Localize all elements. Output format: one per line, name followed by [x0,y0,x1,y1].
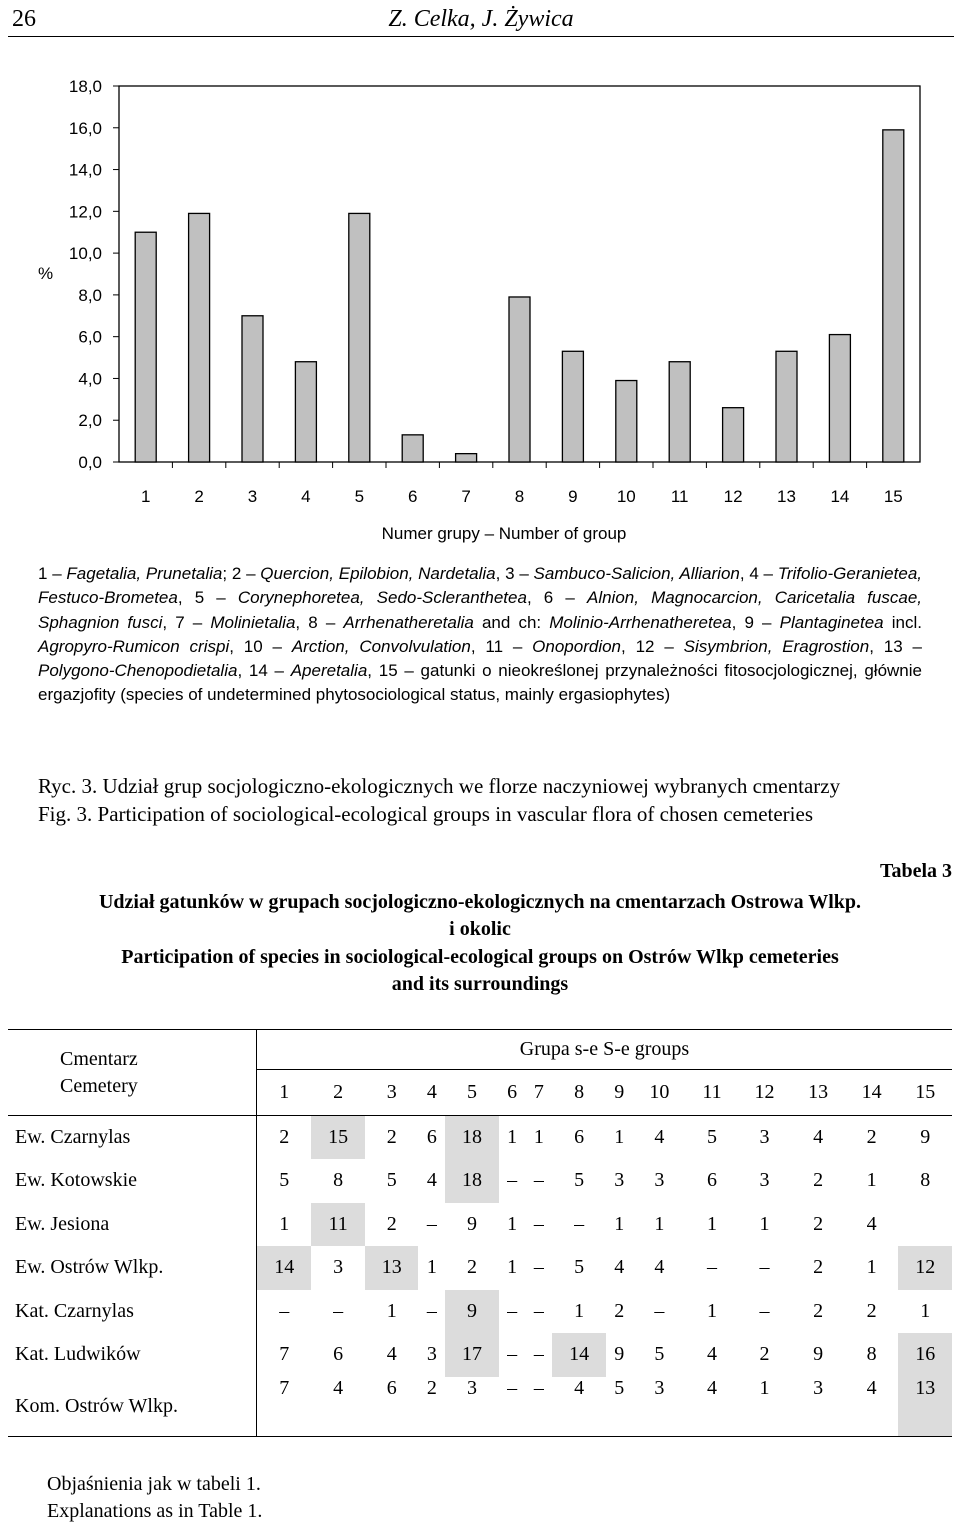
x-tick-label: 7 [461,487,471,506]
table-cell: – [533,1212,544,1235]
bar-13 [776,351,797,462]
table-row [8,1116,952,1160]
row-label: Ew. Jesiona [8,1203,257,1247]
legend-segment: Onopordion [532,636,622,656]
row-label: Ew. Ostrów Wlkp. [8,1246,257,1290]
table-cell [898,1203,952,1247]
table-cell: 4 [866,1376,877,1399]
bar-9 [562,351,583,462]
table-title-en: Participation of species in sociological-ecological groups on Ostrów Wlkp cemeteries [121,946,839,968]
table-cell: – [279,1299,290,1322]
table-cell: 1 [426,1256,437,1279]
legend-segment: , 12 – [621,636,684,656]
legend-segment: Agropyro-Rumicon crispi [38,636,230,656]
table-cell: 9 [920,1126,931,1148]
legend-segment: Molinietalia [210,612,296,632]
table-row [8,1246,952,1290]
table-cell: – [533,1343,544,1366]
bar-7 [456,454,477,462]
y-tick-label: 0,0 [78,453,102,472]
table-cell: 5 [574,1169,585,1192]
y-tick-label: 14,0 [68,160,102,180]
x-tick-label: 6 [407,487,418,506]
table-cell: 2 [866,1126,877,1148]
table-cell: 2 [614,1299,625,1322]
table-cell: 1 [614,1212,625,1235]
x-tick-label: 14 [830,487,850,506]
table-cell: 3 [333,1256,344,1279]
table-cell: – [574,1212,585,1235]
table-cell: 5 [706,1126,717,1148]
bar-3 [242,316,263,462]
table-cell: 7 [279,1343,290,1366]
table-cell: – [333,1299,344,1322]
bar-8 [509,297,530,462]
legend-segment: , 6 – [526,588,587,608]
table-cell: 9 [467,1212,477,1235]
table-cell: 1 [574,1299,585,1322]
table-cell: 5 [614,1376,625,1399]
legend-segment: Aperetalia [290,661,368,681]
x-tick-label: 11 [670,487,689,506]
table-cell: 4 [866,1212,877,1235]
group-header: Grupa s-e S-e groups [257,1030,953,1070]
table-cell: 1 [507,1212,518,1235]
table-cell: 4 [614,1256,625,1279]
column-header: 8 [574,1081,585,1103]
table-cell: – [654,1299,665,1322]
table-cell: 3 [759,1169,770,1192]
table-cell: 2 [279,1126,290,1148]
table-cell: – [759,1256,770,1279]
table-cell: 9 [813,1343,824,1366]
page-number: 26 [12,6,36,32]
legend-segment: Arction, Convolvulation [291,636,471,656]
table-cell: 3 [654,1376,665,1399]
table-cell: 4 [654,1126,665,1148]
table-cell: 1 [533,1126,544,1148]
y-tick-label: 10,0 [68,244,102,264]
table-cell: 5 [279,1169,290,1192]
table-cell: – [533,1376,544,1399]
corner-header [8,1030,257,1116]
table-cell: 18 [445,1159,499,1203]
x-tick-label: 9 [568,487,578,506]
x-tick-label: 5 [354,487,365,506]
legend-segment: , 15 – gatunki o nieokreślonej przynależności fitosocjologicznej, głównie ergazjofity (species of undetermined phytosociological status, mainly ergasiophytes) [38,661,922,705]
figure-caption-en: Fig. 3. Participation of sociological-ecological groups in vascular flora of chosen cemeteries [38,802,814,826]
table-cell: 1 [507,1126,518,1148]
column-header: 9 [614,1081,625,1103]
table-cell: 6 [386,1376,397,1399]
table-cell: 1 [866,1256,877,1279]
table-cell: 3 [426,1343,437,1366]
row-label: Ew. Czarnylas [8,1116,257,1160]
table-cell: 11 [311,1203,365,1247]
legend-segment: 1 – [38,564,67,583]
table-cell: 2 [813,1256,824,1279]
column-header: 12 [754,1081,775,1103]
table-cell: 15 [311,1116,365,1160]
x-tick-label: 12 [723,487,743,506]
table-notes [47,1471,262,1525]
table-cell: 2 [426,1376,437,1399]
bar-2 [189,213,210,462]
table-row [8,1333,952,1377]
legend-segment: Trifolio-Geranietea, Festuco-Brometea [38,564,922,608]
y-axis-label: % [38,264,54,283]
bar-chart [0,60,960,550]
bar-10 [616,381,637,462]
table-cell: 17 [445,1333,499,1377]
corner-header-en: Cemetery [60,1074,138,1097]
table-cell: 2 [813,1169,824,1192]
table-cell: 5 [654,1343,665,1366]
y-tick-label: 8,0 [78,285,102,305]
table-row [8,1159,952,1203]
table-title-en-2: and its surroundings [391,973,569,995]
bar-12 [723,408,744,462]
y-tick-label: 2,0 [78,411,102,431]
bar-1 [135,232,156,462]
x-tick-label: 10 [616,487,636,506]
table-cell: 14 [257,1246,312,1290]
y-tick-label: 6,0 [78,327,102,347]
legend-segment: Sisymbrion, Eragrostion [683,636,870,656]
figure-legend [38,562,922,708]
table-cell: 2 [813,1299,824,1322]
legend-segment: , 4 – [739,564,778,583]
bar-15 [883,130,904,462]
table-cell: 4 [813,1126,824,1148]
legend-segment: , 8 – [295,612,344,632]
legend-segment: Corynephoretea, Sedo-Scleranthetea [237,588,527,608]
table-cell: – [426,1212,437,1235]
column-header: 7 [533,1081,544,1103]
y-tick-label: 18,0 [68,77,102,96]
legend-segment: incl. [883,612,922,632]
table-cell: 14 [552,1333,606,1377]
table-row [8,1377,952,1437]
table-cell: 1 [654,1212,665,1235]
column-header: 4 [426,1081,437,1103]
column-header: 11 [702,1081,722,1103]
legend-segment: Quercion, Epilobion, Nardetalia [260,564,496,583]
bar-14 [829,335,850,462]
bar-6 [402,435,423,462]
table-cell: 1 [614,1126,625,1148]
legend-segment: and ch: [473,612,550,632]
table-cell: 16 [898,1333,952,1377]
x-tick-label: 1 [140,487,151,506]
y-tick-label: 4,0 [78,369,102,389]
table-cell: 4 [386,1343,397,1366]
table-cell: 1 [920,1299,931,1322]
x-tick-label: 3 [247,487,258,506]
x-axis-label: Numer grupy – Number of group [381,524,627,543]
table-cell: 2 [386,1212,397,1235]
legend-segment: Sambuco-Salicion, Alliarion [533,564,740,583]
table-cell: – [507,1343,518,1366]
legend-segment: , 10 – [229,636,292,656]
table-cell: 13 [365,1246,419,1290]
table-cell: 2 [467,1256,477,1279]
column-header: 3 [386,1081,397,1103]
table-cell: 12 [898,1246,952,1290]
column-header: 2 [333,1081,344,1103]
y-tick-label: 16,0 [68,118,102,138]
table-cell: 6 [333,1343,344,1366]
table-cell: 1 [507,1256,518,1279]
table-cell: 1 [706,1212,717,1235]
bar-4 [295,362,316,462]
table-cell: 9 [614,1343,625,1366]
y-tick-label: 12,0 [68,202,102,222]
legend-segment: , 13 – [869,636,922,656]
table-cell: – [507,1299,518,1322]
legend-segment: , 11 – [470,636,533,656]
table-cell: 5 [386,1169,397,1192]
legend-segment: Alnion, Magnocarcion, Caricetalia fuscae, Sphagnion fusci [38,588,922,632]
legend-segment: , 7 – [162,612,211,632]
table-cell: – [759,1299,770,1322]
running-head-authors: Z. Celka, J. Żywica [388,6,574,32]
table-cell: 1 [386,1299,397,1322]
table-number: Tabela 3 [879,860,952,882]
table-cell: – [533,1256,544,1279]
table-cell: 3 [467,1376,477,1399]
note-en: Explanations as in Table 1. [47,1500,263,1522]
table-title-pl: Udział gatunków w grupach socjologiczno-ekologicznych na cmentarzach Ostrowa Wlkp. [98,891,862,913]
column-header: 10 [649,1081,670,1103]
table-cell: 1 [866,1169,877,1192]
bar-11 [669,362,690,462]
table-cell: 3 [759,1126,770,1148]
legend-segment: Arrhenatheretalia [343,612,474,632]
x-tick-label: 15 [883,487,903,506]
table-cell: 18 [445,1116,499,1160]
x-tick-label: 2 [194,487,204,506]
table-cell: 1 [759,1212,770,1235]
table-cell: – [507,1169,518,1192]
table-cell: 2 [386,1126,397,1148]
table-cell: 4 [706,1343,717,1366]
table-cell: 8 [333,1169,344,1192]
table-cell: 8 [920,1169,931,1192]
table-cell: 7 [279,1376,290,1399]
legend-segment: , 9 – [731,612,780,632]
table-cell: 3 [614,1169,625,1192]
table-cell: – [706,1256,717,1279]
page-header [8,0,954,37]
table-cell: – [533,1299,544,1322]
legend-segment: ; 2 – [222,564,261,583]
table-cell: – [507,1376,518,1399]
table-cell: 3 [813,1376,824,1399]
column-header: 6 [507,1081,518,1103]
row-label: Kom. Ostrów Wlkp. [8,1377,257,1437]
table-cell: 13 [898,1377,952,1437]
table-cell: 5 [574,1256,585,1279]
legend-segment: Molinio-Arrhenatheretea [549,612,732,632]
table-cell: 1 [706,1299,717,1322]
legend-segment: Plantaginetea [779,612,884,632]
table-cell: – [426,1299,437,1322]
row-label: Ew. Kotowskie [8,1159,257,1203]
table-cell: 4 [333,1376,344,1399]
column-header: 15 [915,1081,936,1103]
data-table [8,1029,952,1437]
x-tick-label: 8 [514,487,525,506]
table-cell: 1 [759,1376,770,1399]
table-row [8,1203,952,1247]
table-cell: 6 [426,1126,437,1148]
legend-segment: , 3 – [495,564,534,583]
table-cell: – [533,1169,544,1192]
row-label: Kat. Czarnylas [8,1290,257,1334]
table-cell: 4 [706,1376,717,1399]
column-header: 13 [808,1081,829,1103]
table-cell: 4 [574,1376,585,1399]
table-cell: 6 [706,1169,717,1192]
column-header: 5 [467,1081,477,1103]
table-cell: 3 [654,1169,665,1192]
table-cell: 2 [866,1299,877,1322]
legend-segment: Fagetalia, Prunetalia [66,564,223,583]
note-pl: Objaśnienia jak w tabeli 1. [47,1473,261,1495]
table-cell: 4 [426,1169,437,1192]
figure-caption-pl: Ryc. 3. Udział grup socjologiczno-ekologicznych we florze naczyniowej wybranych cmentarzy [38,774,841,798]
legend-segment: , 14 – [237,661,291,681]
column-header: 14 [861,1081,882,1103]
table-cell: 6 [574,1126,585,1148]
corner-header-pl: Cmentarz [60,1047,138,1070]
table-title-pl-2: i okolic [449,918,511,940]
table-cell: 2 [813,1212,824,1235]
legend-segment: Polygono-Chenopodietalia [38,661,238,681]
table-cell: 2 [759,1343,770,1366]
table-row [8,1290,952,1334]
bar-5 [349,213,370,462]
column-header: 1 [257,1070,312,1116]
table-cell: 8 [866,1343,877,1366]
table-cell: 9 [445,1290,499,1334]
x-tick-label: 13 [777,487,796,506]
legend-segment: , 5 – [177,588,238,608]
x-tick-label: 4 [301,487,311,506]
table-cell: 4 [654,1256,665,1279]
row-label: Kat. Ludwików [8,1333,257,1377]
table-cell: 1 [279,1212,290,1235]
